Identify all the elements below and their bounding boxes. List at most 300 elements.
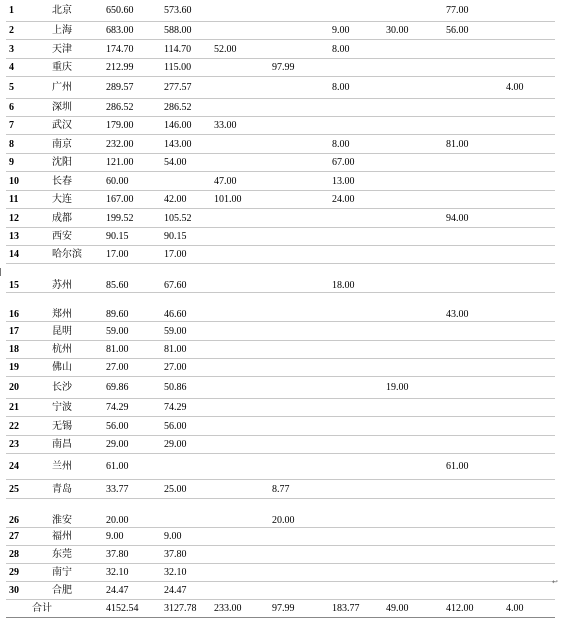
value-cell-5: 8.00 <box>320 77 382 99</box>
total-value-1: 4152.54 <box>100 600 158 618</box>
value-cell-3 <box>210 499 268 528</box>
value-cell-6 <box>382 228 442 246</box>
value-cell-6 <box>382 528 442 546</box>
value-cell-4 <box>268 417 320 436</box>
value-cell-1: 121.00 <box>100 154 158 172</box>
city-name: 西安 <box>48 228 100 246</box>
value-cell-7 <box>442 377 502 399</box>
value-cell-5: 67.00 <box>320 154 382 172</box>
value-cell-8 <box>502 480 555 499</box>
table-row <box>6 546 555 564</box>
value-cell-4 <box>268 322 320 341</box>
value-cell-8 <box>502 154 555 172</box>
table-row <box>6 172 555 191</box>
row-number: 19 <box>6 359 48 377</box>
value-cell-3 <box>210 528 268 546</box>
value-cell-2: 90.15 <box>158 228 210 246</box>
value-cell-6 <box>382 59 442 77</box>
value-cell-4 <box>268 582 320 600</box>
value-cell-3 <box>210 454 268 480</box>
value-cell-8 <box>502 40 555 59</box>
value-cell-1: 89.60 <box>100 293 158 322</box>
city-name: 佛山 <box>48 359 100 377</box>
value-cell-4 <box>268 377 320 399</box>
total-value-4: 97.99 <box>268 600 320 618</box>
value-cell-2: 146.00 <box>158 117 210 135</box>
value-cell-3 <box>210 564 268 582</box>
value-cell-8 <box>502 22 555 40</box>
total-value-8: 4.00 <box>502 600 555 618</box>
row-number: 30 <box>6 582 48 600</box>
value-cell-7 <box>442 191 502 209</box>
value-cell-7 <box>442 480 502 499</box>
city-data-table <box>6 0 555 618</box>
row-number: 28 <box>6 546 48 564</box>
total-label: 合计 <box>6 600 100 618</box>
value-cell-5 <box>320 293 382 322</box>
row-number: 21 <box>6 399 48 417</box>
city-name: 杭州 <box>48 341 100 359</box>
city-name: 深圳 <box>48 99 100 117</box>
value-cell-3 <box>210 293 268 322</box>
row-number: 3 <box>6 40 48 59</box>
value-cell-3 <box>210 359 268 377</box>
row-number: 4 <box>6 59 48 77</box>
value-cell-1: 286.52 <box>100 99 158 117</box>
value-cell-3 <box>210 264 268 293</box>
city-name: 南京 <box>48 135 100 154</box>
value-cell-2 <box>158 454 210 480</box>
city-name: 沈阳 <box>48 154 100 172</box>
value-cell-7 <box>442 172 502 191</box>
row-number: 10 <box>6 172 48 191</box>
value-cell-8 <box>502 417 555 436</box>
value-cell-2: 588.00 <box>158 22 210 40</box>
row-number: 18 <box>6 341 48 359</box>
value-cell-8 <box>502 264 555 293</box>
value-cell-6 <box>382 117 442 135</box>
value-cell-2: 81.00 <box>158 341 210 359</box>
value-cell-6 <box>382 499 442 528</box>
value-cell-8 <box>502 59 555 77</box>
value-cell-5 <box>320 582 382 600</box>
table-body <box>6 0 555 618</box>
value-cell-4 <box>268 0 320 22</box>
table-row <box>6 154 555 172</box>
value-cell-7 <box>442 359 502 377</box>
value-cell-5 <box>320 359 382 377</box>
value-cell-1: 17.00 <box>100 246 158 264</box>
value-cell-6 <box>382 172 442 191</box>
value-cell-1: 20.00 <box>100 499 158 528</box>
value-cell-5: 8.00 <box>320 135 382 154</box>
table-row <box>6 399 555 417</box>
table-row <box>6 359 555 377</box>
value-cell-2: 25.00 <box>158 480 210 499</box>
row-number: 11 <box>6 191 48 209</box>
row-number: 14 <box>6 246 48 264</box>
value-cell-3: 47.00 <box>210 172 268 191</box>
value-cell-5 <box>320 480 382 499</box>
value-cell-3 <box>210 22 268 40</box>
city-name: 长沙 <box>48 377 100 399</box>
value-cell-1: 174.70 <box>100 40 158 59</box>
value-cell-2: 74.29 <box>158 399 210 417</box>
value-cell-6 <box>382 99 442 117</box>
row-number: 24 <box>6 454 48 480</box>
value-cell-4 <box>268 341 320 359</box>
value-cell-3 <box>210 546 268 564</box>
table-row <box>6 99 555 117</box>
value-cell-2: 9.00 <box>158 528 210 546</box>
value-cell-1: 61.00 <box>100 454 158 480</box>
value-cell-8 <box>502 546 555 564</box>
value-cell-4 <box>268 99 320 117</box>
value-cell-1: 29.00 <box>100 436 158 454</box>
table-row <box>6 417 555 436</box>
value-cell-4: 20.00 <box>268 499 320 528</box>
table-row <box>6 341 555 359</box>
value-cell-1: 81.00 <box>100 341 158 359</box>
value-cell-1: 650.60 <box>100 0 158 22</box>
value-cell-7 <box>442 436 502 454</box>
city-name: 苏州 <box>48 264 100 293</box>
value-cell-1: 69.86 <box>100 377 158 399</box>
table-row <box>6 377 555 399</box>
value-cell-8 <box>502 246 555 264</box>
value-cell-8 <box>502 359 555 377</box>
value-cell-3 <box>210 341 268 359</box>
corner-mark: ↩ <box>552 578 558 586</box>
value-cell-4 <box>268 528 320 546</box>
value-cell-2: 286.52 <box>158 99 210 117</box>
value-cell-7 <box>442 546 502 564</box>
value-cell-5 <box>320 99 382 117</box>
row-number: 13 <box>6 228 48 246</box>
value-cell-1: 56.00 <box>100 417 158 436</box>
value-cell-4 <box>268 564 320 582</box>
city-name: 无锡 <box>48 417 100 436</box>
value-cell-4 <box>268 454 320 480</box>
value-cell-1: 27.00 <box>100 359 158 377</box>
value-cell-3 <box>210 582 268 600</box>
value-cell-4 <box>268 293 320 322</box>
city-name: 郑州 <box>48 293 100 322</box>
value-cell-4 <box>268 135 320 154</box>
table-row <box>6 191 555 209</box>
value-cell-4: 8.77 <box>268 480 320 499</box>
city-name: 青岛 <box>48 480 100 499</box>
value-cell-6 <box>382 135 442 154</box>
city-name: 合肥 <box>48 582 100 600</box>
city-name: 北京 <box>48 0 100 22</box>
value-cell-3 <box>210 154 268 172</box>
value-cell-6 <box>382 264 442 293</box>
city-name: 宁波 <box>48 399 100 417</box>
value-cell-2: 37.80 <box>158 546 210 564</box>
value-cell-8 <box>502 582 555 600</box>
value-cell-1: 90.15 <box>100 228 158 246</box>
row-number: 9 <box>6 154 48 172</box>
city-name: 天津 <box>48 40 100 59</box>
value-cell-5 <box>320 377 382 399</box>
value-cell-6 <box>382 154 442 172</box>
value-cell-7 <box>442 99 502 117</box>
city-name: 武汉 <box>48 117 100 135</box>
value-cell-2: 277.57 <box>158 77 210 99</box>
table-row <box>6 264 555 293</box>
table-row <box>6 528 555 546</box>
value-cell-1: 60.00 <box>100 172 158 191</box>
value-cell-2: 114.70 <box>158 40 210 59</box>
city-name: 长春 <box>48 172 100 191</box>
table-row <box>6 582 555 600</box>
total-value-5: 183.77 <box>320 600 382 618</box>
value-cell-3: 33.00 <box>210 117 268 135</box>
value-cell-5 <box>320 399 382 417</box>
value-cell-3 <box>210 417 268 436</box>
value-cell-7 <box>442 322 502 341</box>
value-cell-5 <box>320 454 382 480</box>
value-cell-1: 32.10 <box>100 564 158 582</box>
value-cell-2: 143.00 <box>158 135 210 154</box>
value-cell-1: 289.57 <box>100 77 158 99</box>
value-cell-6 <box>382 454 442 480</box>
value-cell-2: 42.00 <box>158 191 210 209</box>
city-name: 淮安 <box>48 499 100 528</box>
value-cell-7 <box>442 341 502 359</box>
total-row <box>6 600 555 618</box>
table-row <box>6 0 555 22</box>
value-cell-8 <box>502 172 555 191</box>
value-cell-6 <box>382 0 442 22</box>
city-name: 南宁 <box>48 564 100 582</box>
table-row <box>6 59 555 77</box>
table-row <box>6 480 555 499</box>
value-cell-4 <box>268 40 320 59</box>
value-cell-5 <box>320 228 382 246</box>
city-name: 福州 <box>48 528 100 546</box>
value-cell-6 <box>382 341 442 359</box>
value-cell-6: 30.00 <box>382 22 442 40</box>
value-cell-1: 232.00 <box>100 135 158 154</box>
value-cell-4 <box>268 77 320 99</box>
row-number: 27 <box>6 528 48 546</box>
value-cell-7 <box>442 77 502 99</box>
value-cell-2: 50.86 <box>158 377 210 399</box>
value-cell-8 <box>502 341 555 359</box>
value-cell-6 <box>382 293 442 322</box>
table-row <box>6 564 555 582</box>
table-row <box>6 228 555 246</box>
total-value-2: 3127.78 <box>158 600 210 618</box>
value-cell-6 <box>382 564 442 582</box>
value-cell-6 <box>382 191 442 209</box>
row-number: 29 <box>6 564 48 582</box>
value-cell-5: 9.00 <box>320 22 382 40</box>
table-row <box>6 246 555 264</box>
value-cell-5 <box>320 564 382 582</box>
value-cell-5 <box>320 0 382 22</box>
total-value-6: 49.00 <box>382 600 442 618</box>
row-number: 5 <box>6 77 48 99</box>
value-cell-7 <box>442 528 502 546</box>
value-cell-3 <box>210 322 268 341</box>
value-cell-3 <box>210 377 268 399</box>
value-cell-8 <box>502 564 555 582</box>
value-cell-4 <box>268 264 320 293</box>
row-number: 6 <box>6 99 48 117</box>
value-cell-7: 94.00 <box>442 209 502 228</box>
value-cell-8 <box>502 228 555 246</box>
table-row <box>6 499 555 528</box>
value-cell-2: 24.47 <box>158 582 210 600</box>
margin-marker <box>0 268 1 276</box>
row-number: 7 <box>6 117 48 135</box>
value-cell-7 <box>442 264 502 293</box>
value-cell-4 <box>268 399 320 417</box>
value-cell-6 <box>382 359 442 377</box>
value-cell-1: 33.77 <box>100 480 158 499</box>
value-cell-5 <box>320 528 382 546</box>
value-cell-7 <box>442 40 502 59</box>
row-number: 20 <box>6 377 48 399</box>
value-cell-5 <box>320 322 382 341</box>
row-number: 15 <box>6 264 48 293</box>
row-number: 25 <box>6 480 48 499</box>
value-cell-8 <box>502 293 555 322</box>
value-cell-4 <box>268 172 320 191</box>
value-cell-5 <box>320 417 382 436</box>
value-cell-7: 77.00 <box>442 0 502 22</box>
city-name: 兰州 <box>48 454 100 480</box>
value-cell-4 <box>268 246 320 264</box>
value-cell-7: 56.00 <box>442 22 502 40</box>
value-cell-6: 19.00 <box>382 377 442 399</box>
value-cell-5 <box>320 117 382 135</box>
value-cell-7 <box>442 154 502 172</box>
value-cell-5: 13.00 <box>320 172 382 191</box>
table-row <box>6 322 555 341</box>
value-cell-1: 179.00 <box>100 117 158 135</box>
value-cell-4 <box>268 228 320 246</box>
value-cell-8 <box>502 436 555 454</box>
value-cell-8 <box>502 191 555 209</box>
value-cell-6 <box>382 246 442 264</box>
city-name: 南昌 <box>48 436 100 454</box>
value-cell-8 <box>502 99 555 117</box>
value-cell-1: 199.52 <box>100 209 158 228</box>
value-cell-2: 67.60 <box>158 264 210 293</box>
value-cell-7: 61.00 <box>442 454 502 480</box>
city-name: 昆明 <box>48 322 100 341</box>
value-cell-3: 101.00 <box>210 191 268 209</box>
value-cell-2: 59.00 <box>158 322 210 341</box>
row-number: 22 <box>6 417 48 436</box>
value-cell-4 <box>268 359 320 377</box>
value-cell-1: 59.00 <box>100 322 158 341</box>
value-cell-7 <box>442 246 502 264</box>
value-cell-1: 683.00 <box>100 22 158 40</box>
value-cell-1: 9.00 <box>100 528 158 546</box>
value-cell-2: 56.00 <box>158 417 210 436</box>
value-cell-1: 74.29 <box>100 399 158 417</box>
city-name: 哈尔滨 <box>48 246 100 264</box>
value-cell-2: 46.60 <box>158 293 210 322</box>
value-cell-6 <box>382 322 442 341</box>
value-cell-8 <box>502 399 555 417</box>
table-row <box>6 117 555 135</box>
city-name: 重庆 <box>48 59 100 77</box>
value-cell-5 <box>320 59 382 77</box>
table-row <box>6 135 555 154</box>
value-cell-7 <box>442 59 502 77</box>
value-cell-1: 212.99 <box>100 59 158 77</box>
value-cell-5: 8.00 <box>320 40 382 59</box>
value-cell-1: 167.00 <box>100 191 158 209</box>
value-cell-3 <box>210 480 268 499</box>
row-number: 2 <box>6 22 48 40</box>
table-row <box>6 40 555 59</box>
value-cell-2: 115.00 <box>158 59 210 77</box>
value-cell-7 <box>442 582 502 600</box>
value-cell-6 <box>382 546 442 564</box>
value-cell-4 <box>268 22 320 40</box>
value-cell-5 <box>320 499 382 528</box>
value-cell-3: 52.00 <box>210 40 268 59</box>
value-cell-5 <box>320 246 382 264</box>
value-cell-2 <box>158 172 210 191</box>
value-cell-4 <box>268 209 320 228</box>
city-name: 东莞 <box>48 546 100 564</box>
total-value-3: 233.00 <box>210 600 268 618</box>
value-cell-5 <box>320 209 382 228</box>
value-cell-4 <box>268 546 320 564</box>
value-cell-3 <box>210 399 268 417</box>
value-cell-3 <box>210 99 268 117</box>
value-cell-3 <box>210 246 268 264</box>
value-cell-7: 43.00 <box>442 293 502 322</box>
city-name: 成都 <box>48 209 100 228</box>
value-cell-2: 29.00 <box>158 436 210 454</box>
value-cell-6 <box>382 209 442 228</box>
table-row <box>6 454 555 480</box>
value-cell-6 <box>382 399 442 417</box>
value-cell-8 <box>502 499 555 528</box>
value-cell-2: 105.52 <box>158 209 210 228</box>
value-cell-7 <box>442 417 502 436</box>
value-cell-3 <box>210 59 268 77</box>
value-cell-8 <box>502 135 555 154</box>
table-row <box>6 293 555 322</box>
value-cell-6 <box>382 480 442 499</box>
value-cell-4 <box>268 154 320 172</box>
value-cell-6 <box>382 40 442 59</box>
row-number: 16 <box>6 293 48 322</box>
row-number: 12 <box>6 209 48 228</box>
value-cell-3 <box>210 77 268 99</box>
value-cell-2: 573.60 <box>158 0 210 22</box>
value-cell-3 <box>210 0 268 22</box>
table-row <box>6 209 555 228</box>
value-cell-7 <box>442 117 502 135</box>
value-cell-7 <box>442 228 502 246</box>
value-cell-3 <box>210 135 268 154</box>
value-cell-8 <box>502 209 555 228</box>
value-cell-5 <box>320 436 382 454</box>
value-cell-7 <box>442 399 502 417</box>
value-cell-4 <box>268 436 320 454</box>
